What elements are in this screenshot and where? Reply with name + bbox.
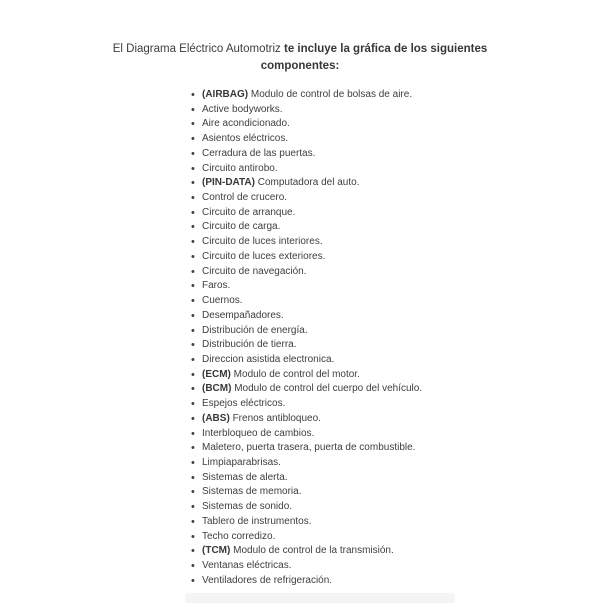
- list-item-text: Maletero, puerta trasera, puerta de combustible.: [202, 442, 416, 454]
- page-title-line2: componentes:: [260, 60, 340, 72]
- list-item-prefix: (TCM): [202, 545, 231, 557]
- list-item-text: Ventanas eléctricas.: [202, 560, 292, 571]
- list-item: [202, 147, 600, 162]
- list-item: [202, 191, 600, 206]
- list-item-text: Cerradura de las puertas.: [202, 147, 316, 159]
- list-item-text: Aire acondicionado.: [202, 118, 290, 130]
- list-item-text: Circuito de arranque.: [202, 206, 296, 218]
- list-item-text: Faros.: [202, 280, 231, 292]
- list-item: [202, 485, 600, 500]
- page-title-line1: [70, 41, 530, 58]
- list-item-text: Circuito de luces exteriores.: [202, 250, 326, 262]
- list-item: [202, 309, 600, 324]
- list-item-text: Limpiaparabrisas.: [202, 456, 281, 468]
- list-item-text: Sistemas de sonido.: [202, 501, 293, 513]
- list-item: [202, 265, 600, 280]
- list-item-text: Techo corredizo.: [202, 530, 276, 542]
- list-item: [202, 559, 600, 574]
- list-item: [202, 368, 600, 383]
- list-item: [202, 515, 600, 530]
- list-item-text: Circuito de navegación.: [202, 265, 307, 277]
- list-item-text: Modulo de control de bolsas de aire.: [250, 89, 413, 100]
- list-item-text: Circuito de luces interiores.: [202, 236, 323, 248]
- page-title: [70, 0, 530, 75]
- list-item: [202, 103, 600, 118]
- list-item-prefix: (ABS): [202, 412, 230, 424]
- list-item-text: Circuito de carga.: [202, 221, 281, 233]
- list-item-text: Tablero de instrumentos.: [202, 515, 312, 527]
- list-item: [202, 500, 600, 515]
- list-item: [202, 117, 600, 132]
- list-item: [202, 162, 600, 177]
- list-item-prefix: (BCM): [202, 383, 232, 395]
- list-item: [202, 235, 600, 250]
- list-item: [202, 220, 600, 235]
- list-item: [202, 530, 600, 545]
- list-item: [202, 412, 600, 427]
- list-item: [202, 574, 600, 589]
- list-item: [202, 132, 600, 147]
- list-item-text: Distribución de tierra.: [202, 339, 297, 351]
- list-item-text: Sistemas de alerta.: [202, 471, 288, 483]
- list-item-prefix: (ECM): [202, 368, 231, 380]
- list-item: [202, 294, 600, 309]
- list-item: [202, 176, 600, 191]
- list-item-text: Asientos eléctricos.: [202, 133, 289, 145]
- list-item-text: Espejos eléctricos.: [202, 398, 286, 410]
- list-item-text: Ventiladores de refrigeración.: [202, 574, 333, 586]
- list-item-text: Distribución de energía.: [202, 324, 308, 336]
- list-item: [202, 206, 600, 221]
- list-item-text: Desempañadores.: [202, 309, 284, 321]
- list-item: [202, 382, 600, 397]
- list-item-text: Modulo de control de la transmisión.: [233, 545, 394, 557]
- list-item: [202, 471, 600, 486]
- component-list: [0, 88, 600, 588]
- list-item-text: Circuito antirobo.: [202, 162, 278, 174]
- list-item-text: Cuernos.: [202, 295, 243, 307]
- list-item: [202, 397, 600, 412]
- list-item: [202, 250, 600, 265]
- list-item: [202, 88, 600, 103]
- list-item-prefix: (AIRBAG): [202, 89, 249, 100]
- list-item-text: Active bodyworks.: [202, 103, 283, 115]
- page-title-regular: El Diagrama Eléctrico Automotriz: [112, 43, 281, 55]
- list-item: [202, 353, 600, 368]
- list-item: [202, 324, 600, 339]
- list-item-text: Interbloqueo de cambios.: [202, 427, 315, 439]
- list-item-text: Direccion asistida electronica.: [202, 353, 335, 365]
- list-item-text: Computadora del auto.: [257, 177, 360, 189]
- list-item: [202, 427, 600, 442]
- list-item: [202, 338, 600, 353]
- list-item: [202, 279, 600, 294]
- list-item: [202, 441, 600, 456]
- page-title-bold: te incluye la gráfica de los siguientes: [284, 43, 488, 55]
- list-item-prefix: (PIN-DATA): [202, 177, 255, 189]
- list-item-text: Frenos antibloqueo.: [232, 412, 321, 424]
- list-item-text: Sistemas de memoria.: [202, 486, 302, 498]
- list-item-text: Control de crucero.: [202, 192, 288, 204]
- list-item: [202, 544, 600, 559]
- list-item: [202, 456, 600, 471]
- bottom-placeholder-bar: [185, 593, 455, 603]
- list-item-text: Modulo de control del motor.: [233, 368, 360, 380]
- list-item-text: Modulo de control del cuerpo del vehículo.: [234, 383, 423, 395]
